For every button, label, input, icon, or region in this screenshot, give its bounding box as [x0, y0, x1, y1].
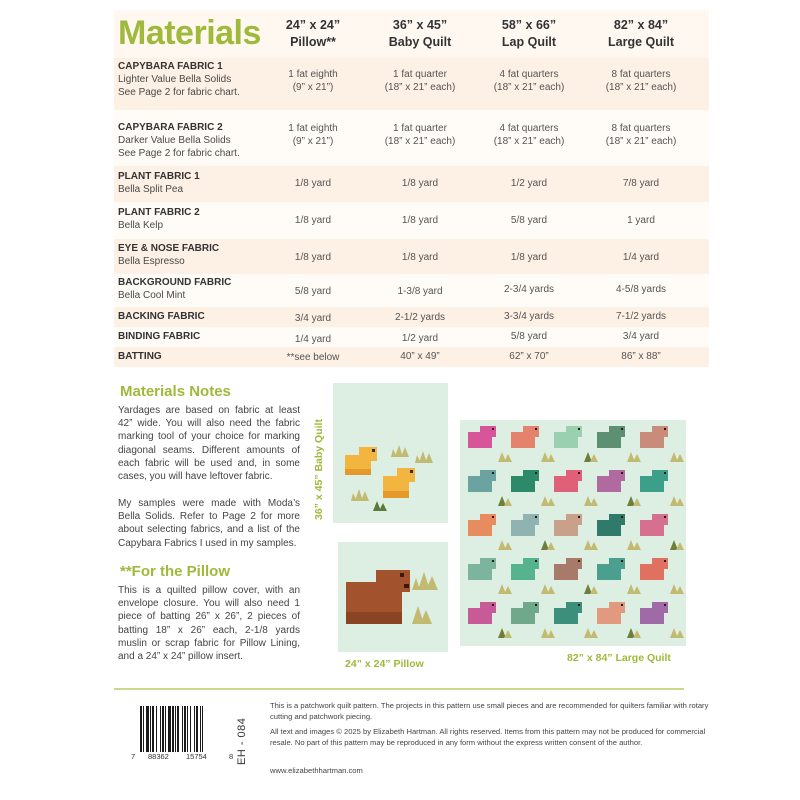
- plant-shape: [504, 498, 512, 506]
- barcode-bars: [138, 706, 228, 752]
- fabric-desc: Bella Espresso: [118, 256, 185, 267]
- column-size: 36” x 45”: [392, 18, 448, 32]
- barcode-bar: [194, 706, 195, 752]
- plant-shape: [676, 542, 684, 550]
- table-cell: 7-1/2 yards: [615, 311, 667, 322]
- table-cell: 1/8 yard: [294, 215, 332, 226]
- table-cell: 62” x 70”: [509, 351, 549, 362]
- table-cell: 3/4 yard: [294, 313, 332, 324]
- column-size: 24” x 24”: [285, 18, 341, 32]
- table-cell: 40” x 49”: [400, 351, 440, 362]
- baby-quilt-label: 36” x 45” Baby Quilt: [313, 419, 325, 520]
- barcode-bar: [156, 706, 157, 752]
- baby-quilt-image: [333, 383, 448, 523]
- table-cell: 1 fat quarter (18” x 21” each): [384, 69, 456, 93]
- column-size: 58” x 66”: [501, 18, 557, 32]
- table-cell: 7/8 yard: [622, 178, 660, 189]
- plant-shape: [676, 498, 684, 506]
- table-cell: 1/2 yard: [401, 333, 439, 344]
- table-cell: 1/8 yard: [510, 252, 548, 263]
- plant-shape: [590, 630, 598, 638]
- row-label-plant-fabric-1: [118, 170, 200, 196]
- capybara-block: [511, 602, 539, 624]
- barcode-bar: [162, 706, 164, 752]
- large-quilt-image: [460, 420, 686, 646]
- barcode-bar: [160, 706, 161, 752]
- capybara-block: [468, 426, 496, 448]
- table-cell: 5/8 yard: [510, 331, 548, 342]
- column-name: Pillow**: [290, 35, 336, 49]
- row-label-capybara-fabric-1: [118, 60, 240, 99]
- table-cell: 1/4 yard: [622, 252, 660, 263]
- table-cell: 4 fat quarters (18” x 21” each): [493, 123, 565, 147]
- fabric-name: BACKING FABRIC: [118, 311, 205, 322]
- table-cell: 2-3/4 yards: [503, 284, 555, 295]
- table-cell: 1 fat quarter (18” x 21” each): [384, 123, 456, 147]
- column-name: Large Quilt: [608, 35, 674, 49]
- fabric-desc: Bella Split Pea: [118, 184, 184, 195]
- capybara-block: [640, 558, 668, 580]
- plant-shape: [633, 586, 641, 594]
- table-cell: 4-5/8 yards: [615, 284, 667, 295]
- capybara-block: [511, 470, 539, 492]
- table-cell: 3/4 yard: [622, 331, 660, 342]
- table-cell: 5/8 yard: [294, 286, 332, 297]
- barcode-digit: 8: [229, 752, 234, 761]
- barcode-bar: [182, 706, 183, 752]
- plant-shape: [504, 630, 512, 638]
- barcode-bar: [175, 706, 176, 752]
- capybara-block: [554, 602, 582, 624]
- plant-shape: [633, 542, 641, 550]
- barcode-bar: [168, 706, 171, 752]
- capybara-block: [468, 558, 496, 580]
- large-quilt-graphic: [460, 420, 686, 646]
- footer-copyright: All text and images © 2025 by Elizabeth Hartman. All rights reserved. Items from this pattern may not be produced for commercial resale. No part of this pattern may be reproduced in any form without the express written consent of the author.: [270, 727, 706, 747]
- table-cell: 1/8 yard: [294, 178, 332, 189]
- barcode-bar: [150, 706, 151, 752]
- footer-note: This is a patchwork quilt pattern. The projects in this pattern use small pieces and are recommended for quilters familiar with rotary cutting and patchwork piecing.: [270, 701, 709, 721]
- column-header-lap: [474, 17, 584, 51]
- barcode-bar: [196, 706, 198, 752]
- plant-shape: [676, 630, 684, 638]
- plant-shape: [676, 586, 684, 594]
- barcode-bar: [172, 706, 174, 752]
- fabric-name: BACKGROUND FABRIC: [118, 277, 232, 288]
- table-cell: 1 fat eighth (9” x 21”): [288, 123, 338, 147]
- column-header-baby: [365, 17, 475, 51]
- row-label-backing-fabric: [118, 310, 205, 323]
- pillow-label: 24” x 24” Pillow: [345, 658, 424, 670]
- pillow-graphic: [338, 542, 448, 652]
- capybara-block: [640, 426, 668, 448]
- table-cell: 1/8 yard: [401, 215, 439, 226]
- barcode-bar: [200, 706, 201, 752]
- fabric-name: EYE & NOSE FABRIC: [118, 243, 220, 254]
- table-cell: 3-3/4 yards: [503, 311, 555, 322]
- fabric-note: See Page 2 for fabric chart.: [118, 87, 240, 98]
- plant-shape: [633, 454, 641, 462]
- table-cell: 5/8 yard: [510, 215, 548, 226]
- table-cell: 8 fat quarters (18” x 21” each): [605, 123, 677, 147]
- plant-shape: [504, 542, 512, 550]
- table-cell: 1/8 yard: [294, 252, 332, 263]
- row-label-capybara-fabric-2: [118, 121, 240, 160]
- column-header-large: [586, 17, 696, 51]
- plant-shape: [547, 542, 555, 550]
- table-cell: 1 yard: [627, 215, 655, 226]
- capybara-block: [468, 514, 496, 536]
- fabric-name: BATTING: [118, 351, 162, 362]
- barcode-bar: [165, 706, 166, 752]
- plant-shape: [504, 454, 512, 462]
- capybara-block: [554, 426, 582, 448]
- row-label-binding-fabric: [118, 330, 200, 343]
- fabric-name: PLANT FABRIC 2: [118, 207, 200, 218]
- barcode-digit: 88362: [148, 752, 169, 761]
- capybara-block: [597, 426, 625, 448]
- notes-paragraph: Yardages are based on fabric at least 42” wide. You will also need the fabric marking tool of your choice for marking diagonal seams. Different amounts of each fabric will be used and, in some cases, you will have leftover fabric.: [118, 405, 300, 483]
- capybara-block: [468, 470, 496, 492]
- capybara-block: [597, 602, 625, 624]
- sku-label: EH - 084: [236, 717, 248, 765]
- capybara-block: [554, 470, 582, 492]
- barcode-bar: [177, 706, 179, 752]
- table-cell: 1-3/8 yard: [397, 286, 443, 297]
- barcode-bar: [190, 706, 191, 752]
- capybara-block: [554, 558, 582, 580]
- fabric-name: BINDING FABRIC: [118, 331, 201, 342]
- plant-shape: [590, 454, 598, 462]
- large-quilt-label: 82” x 84” Large Quilt: [567, 652, 671, 664]
- column-name: Lap Quilt: [501, 35, 557, 49]
- capybara-block: [597, 514, 625, 536]
- barcode-digit: 15754: [186, 752, 207, 761]
- capybara-block: [640, 470, 668, 492]
- capybara-block: [597, 558, 625, 580]
- row-label-eye-nose-fabric: [118, 242, 219, 268]
- column-header-pillow: [258, 17, 368, 51]
- pillow-paragraph: This is a quilted pillow cover, with an envelope closure. You will also need 1 piece of batting 26” x 26”, 2 pieces of batting 18” x 26” each, 2-1/8 yards muslin or scrap fabric for Pillow Lining, and a 24” x 24” pillow insert.: [118, 585, 300, 663]
- plant-shape: [547, 454, 555, 462]
- table-cell: 4 fat quarters (18” x 21” each): [493, 69, 565, 93]
- footer-divider: [114, 688, 684, 690]
- column-name: Baby Quilt: [388, 35, 452, 49]
- plant-shape: [504, 586, 512, 594]
- capybara-block: [511, 514, 539, 536]
- fabric-name: CAPYBARA FABRIC 2: [118, 122, 223, 133]
- barcode-bar: [143, 706, 144, 752]
- barcode: [138, 706, 228, 758]
- barcode-bar: [202, 706, 203, 752]
- plant-shape: [633, 498, 641, 506]
- table-cell: 1/2 yard: [510, 178, 548, 189]
- barcode-digit: 7: [131, 752, 136, 761]
- baby-quilt-graphic: [333, 383, 448, 523]
- fabric-name: CAPYBARA FABRIC 1: [118, 61, 223, 72]
- capybara-block: [511, 426, 539, 448]
- pillow-notes-heading: **For the Pillow: [120, 563, 231, 580]
- row-label-batting: [118, 350, 162, 363]
- barcode-bar: [187, 706, 188, 752]
- column-size: 82” x 84”: [613, 18, 669, 32]
- row-label-plant-fabric-2: [118, 206, 200, 232]
- capybara-block: [640, 514, 668, 536]
- materials-notes-heading: Materials Notes: [120, 383, 231, 400]
- table-cell: 86” x 88”: [621, 351, 661, 362]
- row-label-background-fabric: [118, 276, 231, 302]
- plant-shape: [676, 454, 684, 462]
- fabric-name: PLANT FABRIC 1: [118, 171, 200, 182]
- plant-shape: [590, 542, 598, 550]
- barcode-bar: [152, 706, 154, 752]
- fabric-desc: Lighter Value Bella Solids: [118, 74, 232, 85]
- fabric-desc: Darker Value Bella Solids: [118, 135, 231, 146]
- plant-shape: [547, 586, 555, 594]
- plant-shape: [590, 498, 598, 506]
- capybara-block: [511, 558, 539, 580]
- plant-shape: [590, 586, 598, 594]
- barcode-bar: [184, 706, 186, 752]
- capybara-block: [640, 602, 668, 624]
- fabric-desc: Bella Cool Mint: [118, 290, 186, 301]
- plant-shape: [547, 498, 555, 506]
- plant-shape: [633, 630, 641, 638]
- table-cell: 1/4 yard: [294, 334, 332, 345]
- footer-url[interactable]: www.elizabethhartman.com: [270, 766, 363, 775]
- materials-title: Materials: [118, 14, 261, 52]
- table-cell: 1/8 yard: [401, 178, 439, 189]
- capybara-block: [468, 602, 496, 624]
- fabric-note: See Page 2 for fabric chart.: [118, 148, 240, 159]
- plant-shape: [547, 630, 555, 638]
- table-cell: **see below: [286, 352, 340, 363]
- barcode-bar: [140, 706, 142, 752]
- pillow-image: [338, 542, 448, 652]
- capybara-block: [554, 514, 582, 536]
- table-cell: 1 fat eighth (9” x 21”): [288, 69, 338, 93]
- capybara-block: [597, 470, 625, 492]
- table-cell: 2-1/2 yards: [394, 312, 446, 323]
- notes-paragraph: My samples were made with Moda’s Bella Solids. Refer to Page 2 for more about selecting fabrics, and a list of the Capybara Fabrics I used in my samples.: [118, 498, 300, 549]
- table-cell: 1/8 yard: [401, 252, 439, 263]
- barcode-bar: [146, 706, 149, 752]
- fabric-desc: Bella Kelp: [118, 220, 164, 231]
- table-cell: 8 fat quarters (18” x 21” each): [605, 69, 677, 93]
